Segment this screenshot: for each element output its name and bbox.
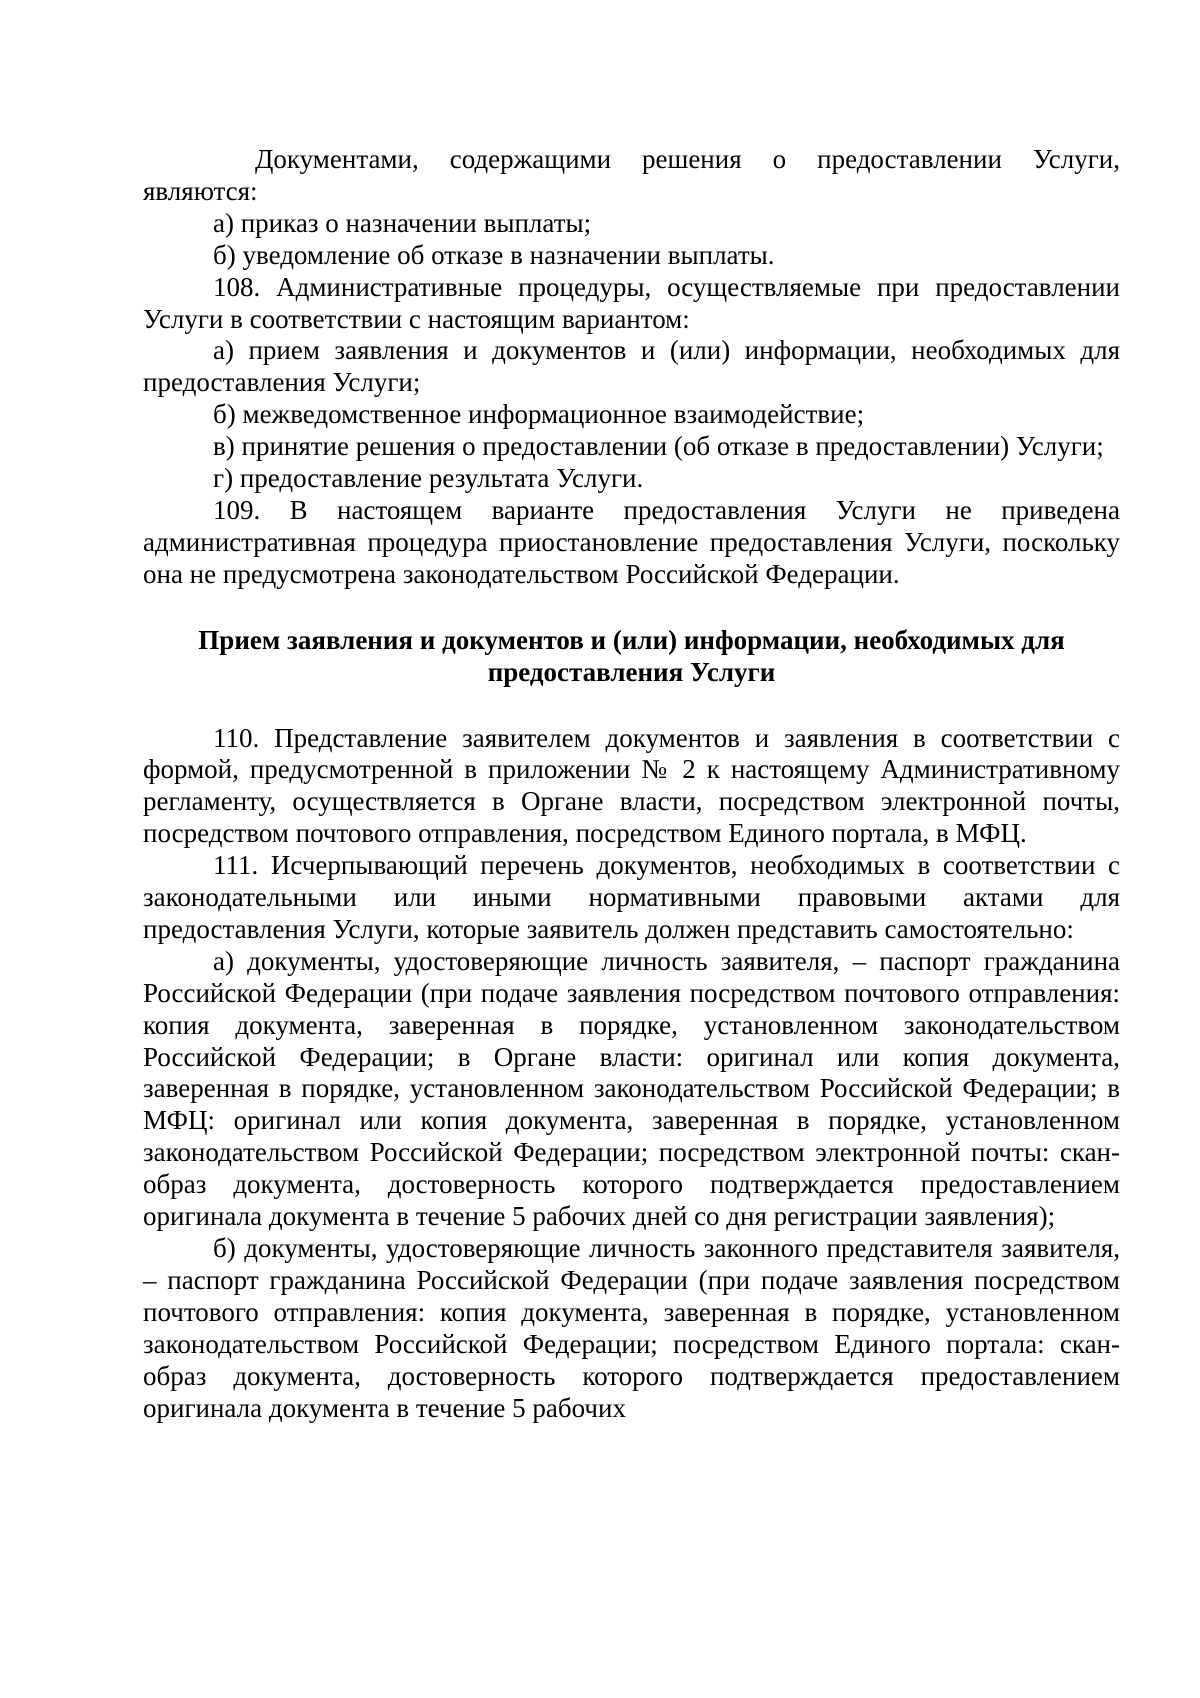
section-heading: [143, 625, 1120, 689]
list-item: б) межведомственное информационное взаимодействие;: [213, 399, 865, 430]
list-item: б) документы, удостоверяющие личность законного представителя заявителя, – паспорт гражданина Российской Федерации (при подаче заявления посредством почтового отправления: копия документа, заверенная в порядке, установленном законодательством Российской Федерации; посредством Единого портала: скан-образ документа, достоверность которого подтверждается предоставлением оригинала документа в течение 5 рабочих: [143, 1233, 1120, 1423]
paragraph: Документами, содержащими решения о предоставлении Услуги, являются:: [143, 144, 1120, 206]
section-heading-line: Прием заявления и документов и (или) информации, необходимых для: [198, 624, 1065, 655]
list-item: а) документы, удостоверяющие личность заявителя, – паспорт гражданина Российской Федерации (при подаче заявления посредством почтового отправления: копия документа, заверенная в порядке, установленном законодательством Российской Федерации; в Органе власти: оригинал или копия документа, заверенная в порядке, установленном законодательством Российской Федерации; в МФЦ: оригинал или копия документа, заверенная в порядке, установленном законодательством Российской Федерации; посредством электронной почты: скан-образ документа, достоверность которого подтверждается предоставлением оригинала документа в течение 5 рабочих дней со дня регистрации заявления);: [143, 945, 1120, 1232]
list-item: а) приказ о назначении выплаты;: [213, 207, 592, 238]
paragraph-108: 108. Административные процедуры, осуществляемые при предоставлении Услуги в соответствии с настоящим вариантом:: [143, 271, 1120, 334]
paragraph-111: 111. Исчерпывающий перечень документов, необходимых в соответствии с законодательными или иными нормативными правовыми актами для предоставления Услуги, которые заявитель должен представить самостоятельно:: [143, 850, 1120, 944]
paragraph-109: 109. В настоящем варианте предоставления Услуги не приведена административная процедура приостановление предоставления Услуги, поскольку она не предусмотрена законодательством Российской Федерации.: [143, 494, 1120, 589]
document-body: [143, 144, 1120, 1424]
list-item: г) предоставление результата Услуги.: [213, 463, 644, 494]
list-item: а) прием заявления и документов и (или) информации, необходимых для предоставления Услуги;: [143, 335, 1120, 398]
list-item: б) уведомление об отказе в назначении выплаты.: [213, 239, 775, 270]
section-heading-line: предоставления Услуги: [487, 656, 776, 687]
paragraph-110: 110. Представление заявителем документов и заявления в соответствии с формой, предусмотренной в приложении № 2 к настоящему Административному регламенту, осуществляется в Органе власти, посредством электронной почты, посредством почтового отправления, посредством Единого портала, в МФЦ.: [143, 722, 1120, 849]
list-item: в) принятие решения о предоставлении (об отказе в предоставлении) Услуги;: [213, 431, 1104, 462]
